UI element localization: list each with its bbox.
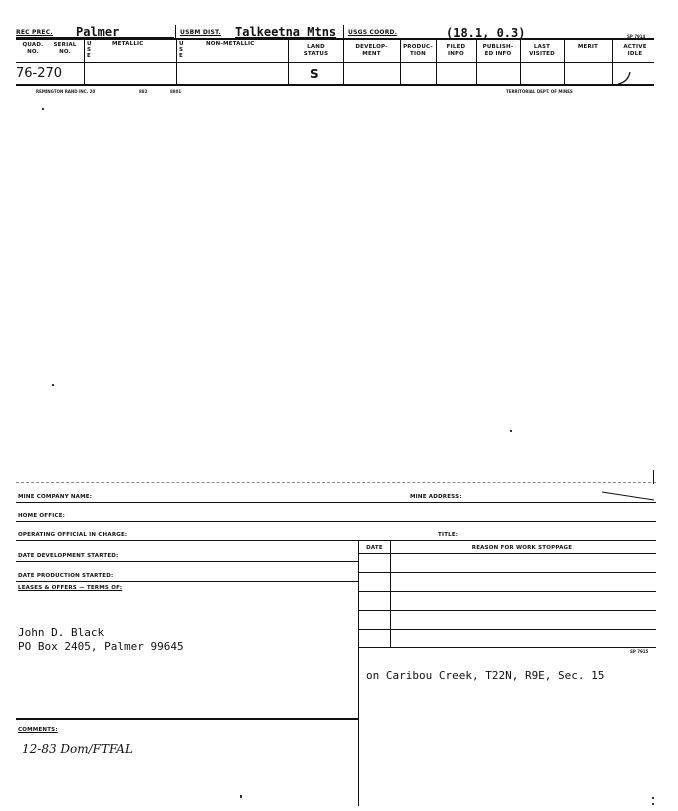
date-production-label: DATE PRODUCTION STARTED: xyxy=(18,573,114,579)
col-merit: MERIT xyxy=(577,44,599,50)
bottom-form-number: SP 7915 xyxy=(630,649,649,654)
location-text: on Caribou Creek, T22N, R9E, Sec. 15 xyxy=(366,669,605,682)
col-product-2: TION xyxy=(410,51,426,57)
col-use2-3: E xyxy=(179,53,183,59)
title-label: TITLE: xyxy=(438,532,459,538)
rec-prec-label: REC PREC. xyxy=(16,29,53,36)
usgs-coord-label: USGS COORD. xyxy=(348,29,398,36)
col-active-1: ACTIVE xyxy=(623,44,647,50)
quad-serial-value: 76-270 xyxy=(16,66,63,81)
col-land-2: STATUS xyxy=(303,51,329,57)
col-metallic: METALLIC xyxy=(112,41,144,47)
col-publish-1: PUBLISH- xyxy=(482,44,514,50)
usbm-dist-value: Talkeetna Mtns xyxy=(235,25,337,39)
col-use-1: U xyxy=(87,41,92,47)
date-column-header: DATE xyxy=(366,545,383,551)
col-land-1: LAND xyxy=(307,44,325,50)
col-filed-2: INFO xyxy=(448,51,464,57)
col-quad-no: NO. xyxy=(27,49,39,55)
col-develop-1: DEVELOP- xyxy=(355,44,388,50)
usgs-coord-value: (18.1, 0.3) xyxy=(446,26,526,40)
printer-code-2: 8801 xyxy=(170,89,182,94)
col-use-2: S xyxy=(87,47,92,53)
mine-address-label: MINE ADDRESS: xyxy=(410,494,462,500)
leases-label: LEASES & OFFERS — TERMS OF: xyxy=(18,585,123,591)
col-use2-1: U xyxy=(179,41,184,47)
dept-imprint: TERRITORIAL DEPT. OF MINES xyxy=(506,89,573,94)
printer-code-1: 882 xyxy=(139,89,148,94)
col-active-2: IDLE xyxy=(627,51,643,57)
col-use2-2: S xyxy=(179,47,184,53)
col-nonmetallic: NON-METALLIC xyxy=(206,41,255,47)
printer-imprint: REMINGTON RAND INC. 20 xyxy=(36,89,96,94)
col-develop-2: MENT xyxy=(362,51,381,57)
col-filed-1: FILED xyxy=(446,44,466,50)
col-last-1: LAST xyxy=(533,44,551,50)
home-office-label: HOME OFFICE: xyxy=(18,513,66,519)
lessee-name: John D. Black xyxy=(18,626,105,639)
col-publish-2: ED INFO xyxy=(484,51,512,57)
top-form-number: SP 7914 xyxy=(627,34,646,39)
land-status-value: S xyxy=(310,67,319,81)
date-development-label: DATE DEVELOPMENT STARTED: xyxy=(18,553,119,559)
lessee-address: PO Box 2405, Palmer 99645 xyxy=(18,640,184,653)
rec-prec-value: Palmer xyxy=(76,25,120,39)
mine-company-label: MINE COMPANY NAME: xyxy=(18,494,93,500)
col-serial: SERIAL xyxy=(53,42,77,48)
usbm-dist-label: USBM DIST. xyxy=(180,29,221,36)
comments-value: 12-83 Dom/FTFAL xyxy=(22,742,133,756)
col-last-2: VISITED xyxy=(529,51,555,57)
col-serial-no: NO. xyxy=(59,49,71,55)
col-use-3: E xyxy=(87,53,91,59)
col-product-1: PRODUC- xyxy=(403,44,433,50)
comments-label: COMMENTS: xyxy=(18,727,58,733)
reason-column-header: REASON FOR WORK STOPPAGE xyxy=(471,545,573,551)
operating-official-label: OPERATING OFFICIAL IN CHARGE: xyxy=(18,532,128,538)
card-corner-mark xyxy=(600,486,656,502)
col-quad: QUAD. xyxy=(22,42,44,48)
